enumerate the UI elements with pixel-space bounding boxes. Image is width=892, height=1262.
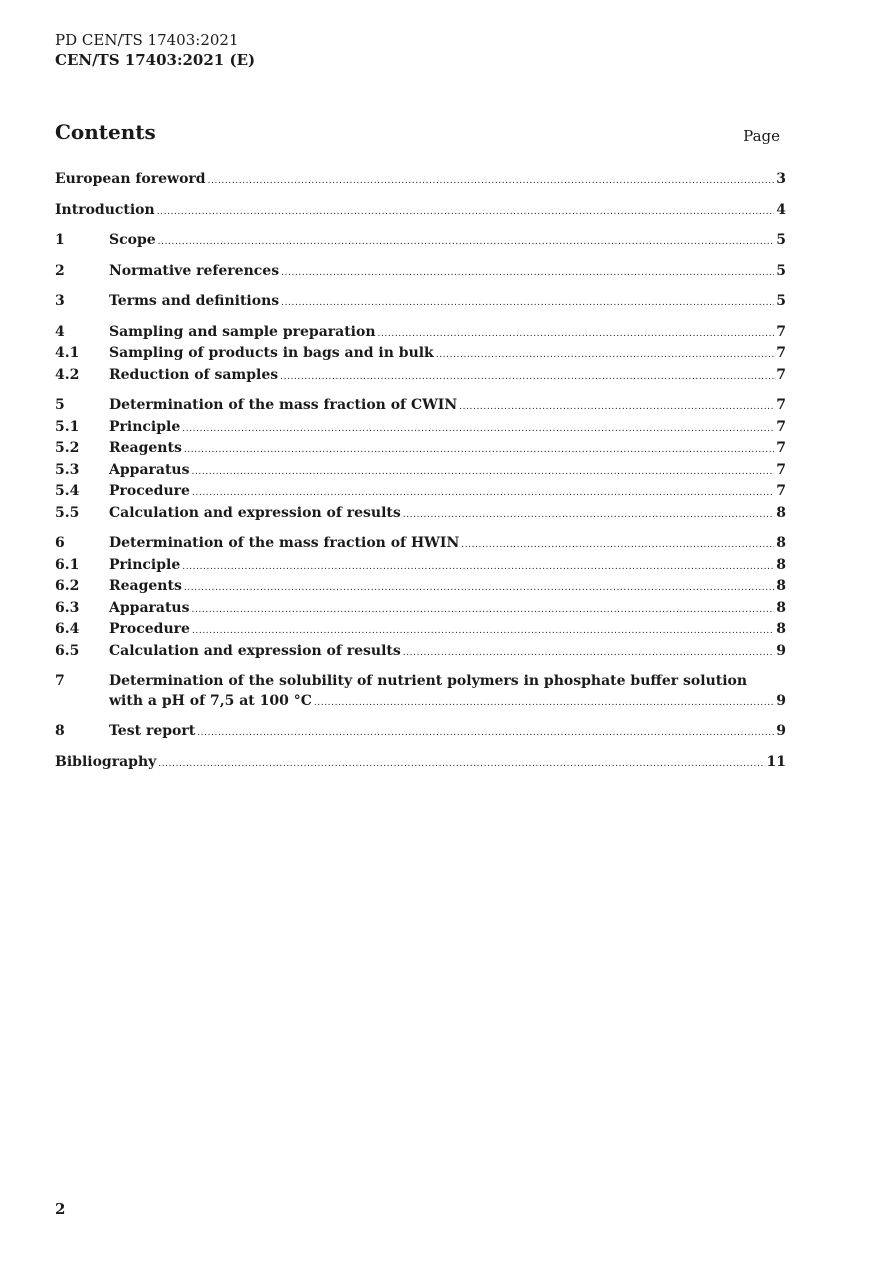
- toc-entry-title: Determination of the solubility of nutrient polymers in phosphate buffer solution: [109, 673, 748, 689]
- toc-entry-number: 2: [55, 262, 65, 279]
- page-number: 2: [55, 1200, 66, 1218]
- toc-entry[interactable]: [55, 599, 786, 621]
- toc-entry-title: Determination of the mass fraction of HWIN: [109, 535, 460, 551]
- toc-entry-number: 6.4: [55, 621, 80, 637]
- toc-entry-number: 4.1: [55, 345, 80, 361]
- toc-entry-number: 5.1: [55, 418, 80, 435]
- toc-entry[interactable]: [55, 461, 786, 483]
- toc-entry-title: Introduction: [55, 201, 155, 218]
- toc-entry[interactable]: [55, 201, 786, 223]
- toc-entry[interactable]: [55, 642, 786, 664]
- toc-entry[interactable]: [55, 722, 786, 744]
- toc-entry-page: 5: [776, 262, 786, 279]
- toc-dot-leader: [281, 264, 774, 284]
- toc-group: [55, 753, 786, 775]
- page-column-label: Page: [743, 127, 780, 145]
- toc-dot-leader: [403, 506, 774, 526]
- toc-entry-page: 9: [776, 723, 786, 739]
- toc-entry-number: 5.2: [55, 440, 80, 456]
- toc-group: [55, 231, 786, 253]
- table-of-contents: [55, 170, 786, 783]
- toc-group: [55, 672, 786, 713]
- toc-entry-number: 6: [55, 535, 65, 551]
- toc-entry-page: 7: [776, 366, 786, 383]
- toc-entry-title: Apparatus: [109, 599, 190, 616]
- toc-entry-page: 7: [776, 397, 786, 413]
- toc-entry-number: 5.5: [55, 504, 80, 521]
- toc-entry-title: Principle: [109, 556, 181, 573]
- toc-entry-title: Apparatus: [109, 461, 190, 478]
- toc-entry-number: 6.3: [55, 599, 80, 616]
- toc-entry-title: Principle: [109, 418, 181, 435]
- toc-entry[interactable]: [55, 556, 786, 578]
- toc-dot-leader: [314, 694, 774, 714]
- toc-entry[interactable]: [55, 396, 786, 418]
- toc-entry-page: 8: [776, 621, 786, 637]
- toc-entry-page: 7: [776, 461, 786, 478]
- toc-entry-title: Sampling and sample preparation: [109, 323, 376, 340]
- toc-entry-title: Calculation and expression of results: [109, 642, 401, 659]
- toc-entry-number: 5.3: [55, 461, 80, 478]
- toc-entry-number: 6.5: [55, 642, 80, 659]
- toc-dot-leader: [280, 368, 774, 388]
- toc-entry-page: 9: [776, 692, 786, 709]
- toc-entry-title: Procedure: [109, 483, 190, 499]
- toc-entry[interactable]: [55, 344, 786, 366]
- toc-entry-title: Terms and definitions: [109, 293, 280, 309]
- toc-dot-leader: [281, 294, 774, 314]
- toc-entry-number: 3: [55, 293, 65, 309]
- document-id-line: PD CEN/TS 17403:2021: [55, 31, 239, 49]
- toc-entry-title: Calculation and expression of results: [109, 504, 401, 521]
- toc-entry[interactable]: [55, 366, 786, 388]
- toc-entry-page: 3: [776, 171, 786, 187]
- toc-entry-page: 8: [776, 578, 786, 594]
- toc-entry-page: 9: [776, 642, 786, 659]
- toc-entry-page: 8: [776, 556, 786, 573]
- toc-entry-number: 4: [55, 323, 65, 340]
- toc-dot-leader: [182, 420, 774, 440]
- toc-entry[interactable]: [55, 534, 786, 556]
- toc-dot-leader: [158, 755, 764, 775]
- toc-group: [55, 170, 786, 192]
- toc-entry-page: 8: [776, 504, 786, 521]
- toc-dot-leader: [461, 536, 774, 556]
- toc-entry-title: Bibliography: [55, 753, 157, 770]
- toc-entry-page: 5: [776, 293, 786, 309]
- toc-entry[interactable]: [55, 482, 786, 504]
- toc-dot-leader: [197, 724, 774, 744]
- toc-dot-leader: [436, 346, 774, 366]
- toc-group: [55, 201, 786, 223]
- toc-dot-leader: [192, 484, 774, 504]
- toc-dot-leader: [184, 579, 774, 599]
- toc-entry[interactable]: [55, 292, 786, 314]
- toc-entry-title: Reagents: [109, 440, 182, 456]
- toc-entry[interactable]: [55, 231, 786, 253]
- toc-entry-page: 7: [776, 440, 786, 456]
- toc-entry-page: 7: [776, 418, 786, 435]
- toc-entry-title: European foreword: [55, 171, 206, 187]
- toc-entry-title: Reduction of samples: [109, 366, 279, 383]
- toc-dot-leader: [182, 558, 774, 578]
- toc-dot-leader: [403, 644, 774, 664]
- toc-entry[interactable]: [55, 170, 786, 192]
- document-standard-line: CEN/TS 17403:2021 (E): [55, 51, 256, 69]
- toc-entry-title: Scope: [109, 232, 156, 248]
- toc-entry-page: 5: [776, 232, 786, 248]
- toc-entry-number: 6.1: [55, 556, 80, 573]
- document-header: [55, 30, 255, 70]
- toc-group: [55, 292, 786, 314]
- toc-entry[interactable]: [55, 323, 786, 345]
- toc-entry[interactable]: [55, 504, 786, 526]
- toc-entry-number: 6.2: [55, 578, 80, 594]
- toc-entry-page: 4: [776, 201, 786, 218]
- toc-entry-number: 5: [55, 397, 65, 413]
- toc-entry[interactable]: [55, 753, 786, 775]
- toc-dot-leader: [459, 398, 774, 418]
- toc-entry-title: Sampling of products in bags and in bulk: [109, 345, 434, 361]
- toc-entry-page: 7: [776, 323, 786, 340]
- toc-group: [55, 323, 786, 388]
- toc-dot-leader: [208, 172, 775, 192]
- toc-entry-title: Test report: [109, 723, 196, 739]
- toc-entry-page: 11: [766, 753, 786, 770]
- toc-group: [55, 534, 786, 663]
- toc-entry-number: 8: [55, 723, 65, 739]
- toc-entry[interactable]: [55, 262, 786, 284]
- toc-entry-number: 7: [55, 673, 65, 689]
- toc-entry-title: Procedure: [109, 621, 190, 637]
- toc-entry-title: Reagents: [109, 578, 182, 594]
- toc-entry[interactable]: [55, 620, 786, 642]
- toc-group: [55, 722, 786, 744]
- toc-entry-number: 5.4: [55, 483, 80, 499]
- toc-entry[interactable]: [55, 418, 786, 440]
- toc-entry[interactable]: [55, 577, 786, 599]
- toc-entry-number: 1: [55, 232, 65, 248]
- toc-entry-page: 7: [776, 483, 786, 499]
- toc-dot-leader: [184, 441, 774, 461]
- toc-dot-leader: [158, 233, 775, 253]
- toc-entry-title: Normative references: [109, 262, 280, 279]
- toc-entry-page: 8: [776, 535, 786, 551]
- toc-dot-leader: [378, 325, 775, 345]
- toc-dot-leader: [192, 601, 775, 621]
- toc-entry-title: Determination of the mass fraction of CWIN: [109, 397, 458, 413]
- toc-dot-leader: [157, 203, 775, 223]
- toc-entry-number: 4.2: [55, 366, 80, 383]
- toc-group: [55, 262, 786, 284]
- contents-heading: Contents: [55, 120, 156, 144]
- toc-dot-leader: [192, 622, 774, 642]
- toc-dot-leader: [192, 463, 775, 483]
- toc-entry-page: 7: [776, 345, 786, 361]
- toc-entry-title-continued: with a pH of 7,5 at 100 °C: [109, 692, 312, 709]
- toc-entry[interactable]: [55, 439, 786, 461]
- toc-entry[interactable]: [55, 672, 786, 713]
- toc-entry-page: 8: [776, 599, 786, 616]
- toc-group: [55, 396, 786, 525]
